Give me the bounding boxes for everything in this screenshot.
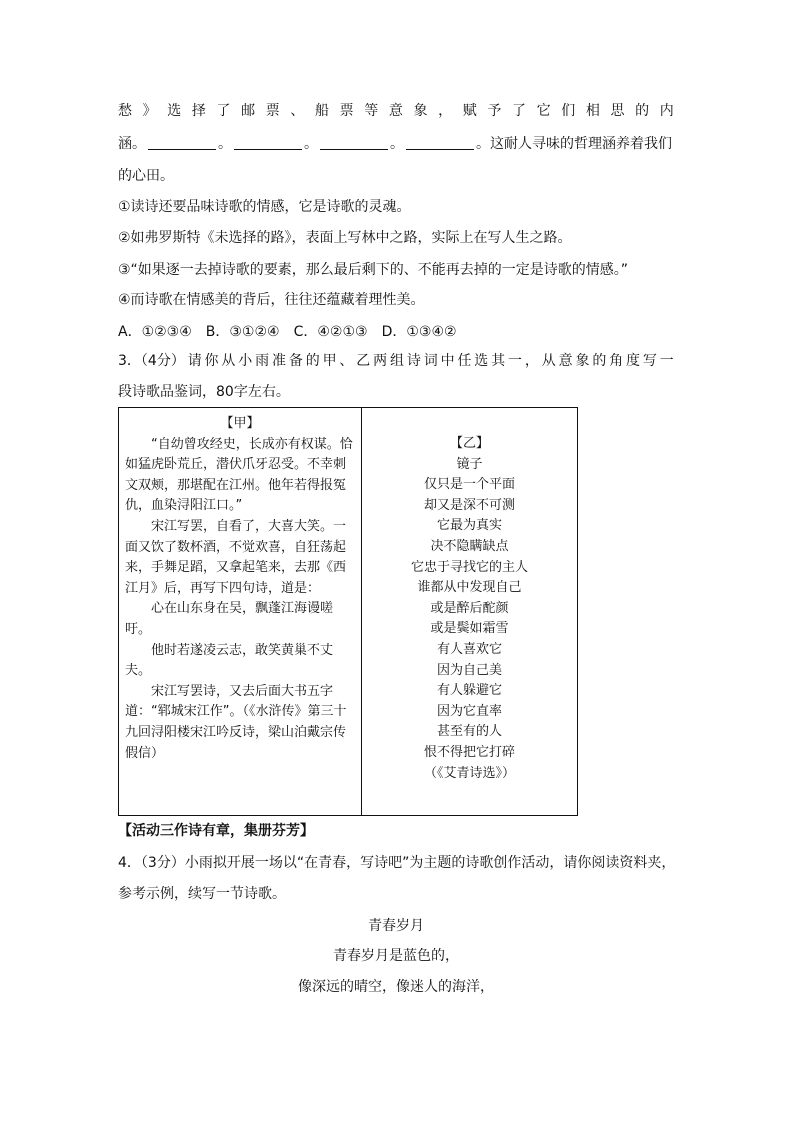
q3-char: 小	[238, 353, 253, 369]
answer-blank-1[interactable]	[148, 135, 216, 150]
intro-char: 的	[635, 103, 650, 119]
intro-char: 内	[659, 103, 674, 119]
poem-table	[118, 407, 578, 816]
intro-char: 了	[216, 103, 231, 119]
question-4-line-2: 参考示例，续写一节诗歌。	[118, 886, 286, 902]
q3-char: 诗	[406, 353, 421, 369]
q3-char: 乙	[356, 353, 371, 369]
poem-yi-line: 有人躲避它	[436, 683, 502, 699]
option-4: ④而诗歌在情感美的背后，往往还蕴藏着理性美。	[118, 292, 425, 308]
poem-yi-line: 有人喜欢它	[436, 641, 502, 657]
answer-blank-4[interactable]	[406, 135, 474, 150]
option-2: ②如弗罗斯特《未选择的路》，表面上写林中之路，实际上在写人生之路。	[118, 230, 572, 246]
poem-jia-title: 【甲】	[220, 416, 260, 431]
q3-char: 度	[626, 353, 641, 369]
answer-choices: A．①②③④ B．③①②④ C．④②①③ D．①③④②	[118, 324, 457, 340]
q3-char: 一	[659, 353, 674, 369]
poem-yi-heading: 镜子	[456, 456, 483, 472]
poem-yi-title: 【乙】	[449, 436, 489, 451]
q3-char: 、	[339, 353, 354, 369]
q3-char: 请	[187, 353, 202, 369]
poem-yi-line: 却又是深不可测	[423, 497, 515, 513]
q3-char: 角	[609, 353, 624, 369]
poem-yi-line: 恨不得把它打碎	[423, 744, 515, 760]
q3-char: 从	[221, 353, 236, 369]
intro-char: 愁	[118, 103, 132, 119]
intro-char: 予	[487, 103, 502, 119]
intro-char: 意	[388, 103, 403, 119]
question-3-line-1	[118, 351, 674, 371]
intro-char: 它	[536, 103, 551, 119]
question-3-line-2: 段诗歌品鉴词，80字左右。	[118, 384, 290, 400]
q3-char: 一	[508, 353, 523, 369]
poem-jia-para-5: 宋江写罢诗，又去后面大书五字道：“郓城宋江作”。（《水浒传》第三十九回浔阳楼宋江吟反诗，梁山泊戴宗传假信）	[125, 683, 347, 761]
poem-line-1: 青春岁月是蓝色的，	[333, 948, 459, 964]
q3-char: 的	[592, 353, 607, 369]
poem-jia-para-2: 宋江写罢，自看了，大喜大笑。一面又饮了数杯酒，不觉欢喜，自狂荡起来，手舞足蹈，又拿起笔来，去那《西江月》后，再写下四句诗，道是：	[125, 518, 347, 596]
answer-blank-3[interactable]	[320, 135, 388, 150]
q3-char: 准	[271, 353, 286, 369]
intro-line-2: 涵。 。 。 。 。这耐人寻味的哲理涵养着我们	[118, 136, 672, 152]
poem-yi-line: 因为自己美	[436, 662, 502, 678]
q3-char: 两	[373, 353, 388, 369]
poem-yi-line: 甚至有的人	[436, 724, 502, 740]
poem-yi-line: 它忠于寻找它的主人	[410, 559, 528, 575]
q3-char: 3．（4分）	[118, 353, 185, 369]
activity-3-heading: 【活动三作诗有章，集册芬芳】	[118, 823, 314, 839]
intro-char: 票	[339, 103, 354, 119]
intro-char: 相	[585, 103, 600, 119]
intro-char: 赋	[462, 103, 477, 119]
q3-char: 其	[491, 353, 506, 369]
poem-jia-para-3: 心在山东身在吴，飘蓬江海谩嗟吁。	[125, 601, 334, 637]
q3-char: ，	[524, 353, 539, 369]
q3-char: 雨	[255, 353, 270, 369]
intro-char: 择	[191, 103, 206, 119]
q3-char: 选	[474, 353, 489, 369]
intro-char: 们	[561, 103, 576, 119]
option-3: ③“如果逐一去掉诗歌的要素，那么最后剩下的、不能再去掉的一定是诗歌的情感。”	[118, 262, 629, 278]
intro-char: 、	[290, 103, 305, 119]
intro-char: ，	[438, 103, 453, 119]
intro-line-3: 的心田。	[118, 168, 174, 184]
question-4-line-1: 4．（3分）小雨拟开展一场以“在青春，写诗吧”为主题的诗歌创作活动，请你阅读资料夹，	[118, 855, 676, 871]
q3-char: 你	[204, 353, 219, 369]
poem-yi-line: 决不隐瞒缺点	[430, 538, 509, 554]
intro-char: 思	[610, 103, 625, 119]
q3-char: 任	[457, 353, 472, 369]
poem-jia-para-1: “自幼曾攻经史，长成亦有权谋。恰如猛虎卧荒丘，潜伏爪牙忍受。不幸刺文双颊，那堪配在江州。他年若得报冤仇，血染浔阳江口。”	[125, 436, 353, 514]
q3-char: 的	[305, 353, 320, 369]
poem-line-2: 像深远的晴空，像迷人的海洋，	[298, 979, 494, 995]
q3-char: 象	[575, 353, 590, 369]
poem-yi-line: 因为它直率	[436, 703, 502, 719]
poem-yi-line: 仅只是一个平面	[423, 477, 515, 493]
poem-title: 青春岁月	[368, 918, 424, 934]
q3-char: 词	[423, 353, 438, 369]
q3-char: 备	[288, 353, 303, 369]
answer-blank-2[interactable]	[234, 135, 302, 150]
intro-char: 了	[512, 103, 526, 119]
intro-char: 等	[364, 103, 379, 119]
intro-char: 象	[413, 103, 428, 119]
intro-char: 票	[265, 103, 280, 119]
q3-char: 组	[390, 353, 404, 369]
poem-yi-line: 或是醉后酡颜	[430, 600, 509, 616]
intro-char: 邮	[241, 103, 256, 119]
poem-yi-cell	[362, 408, 578, 816]
poem-yi-line: 或是鬓如霜雪	[430, 621, 509, 637]
poem-yi-line: 谁都从中发现自己	[417, 580, 522, 596]
poem-jia-cell	[119, 408, 362, 816]
poem-yi-source: （《艾青诗选》）	[423, 765, 515, 781]
option-1: ①读诗还要品味诗歌的情感，它是诗歌的灵魂。	[118, 199, 411, 215]
poem-jia-para-4: 他时若遂凌云志，敢笑黄巢不丈夫。	[125, 642, 334, 679]
q3-char: 意	[558, 353, 573, 369]
poem-yi-line: 它最为真实	[436, 518, 502, 534]
intro-char: 》	[142, 103, 157, 119]
q3-char: 从	[541, 353, 556, 369]
intro-line-1	[118, 101, 674, 121]
intro-char: 选	[167, 103, 182, 119]
q3-char: 甲	[322, 353, 337, 369]
q3-char: 写	[642, 353, 657, 369]
q3-char: 中	[440, 353, 455, 369]
intro-char: 船	[315, 103, 329, 119]
